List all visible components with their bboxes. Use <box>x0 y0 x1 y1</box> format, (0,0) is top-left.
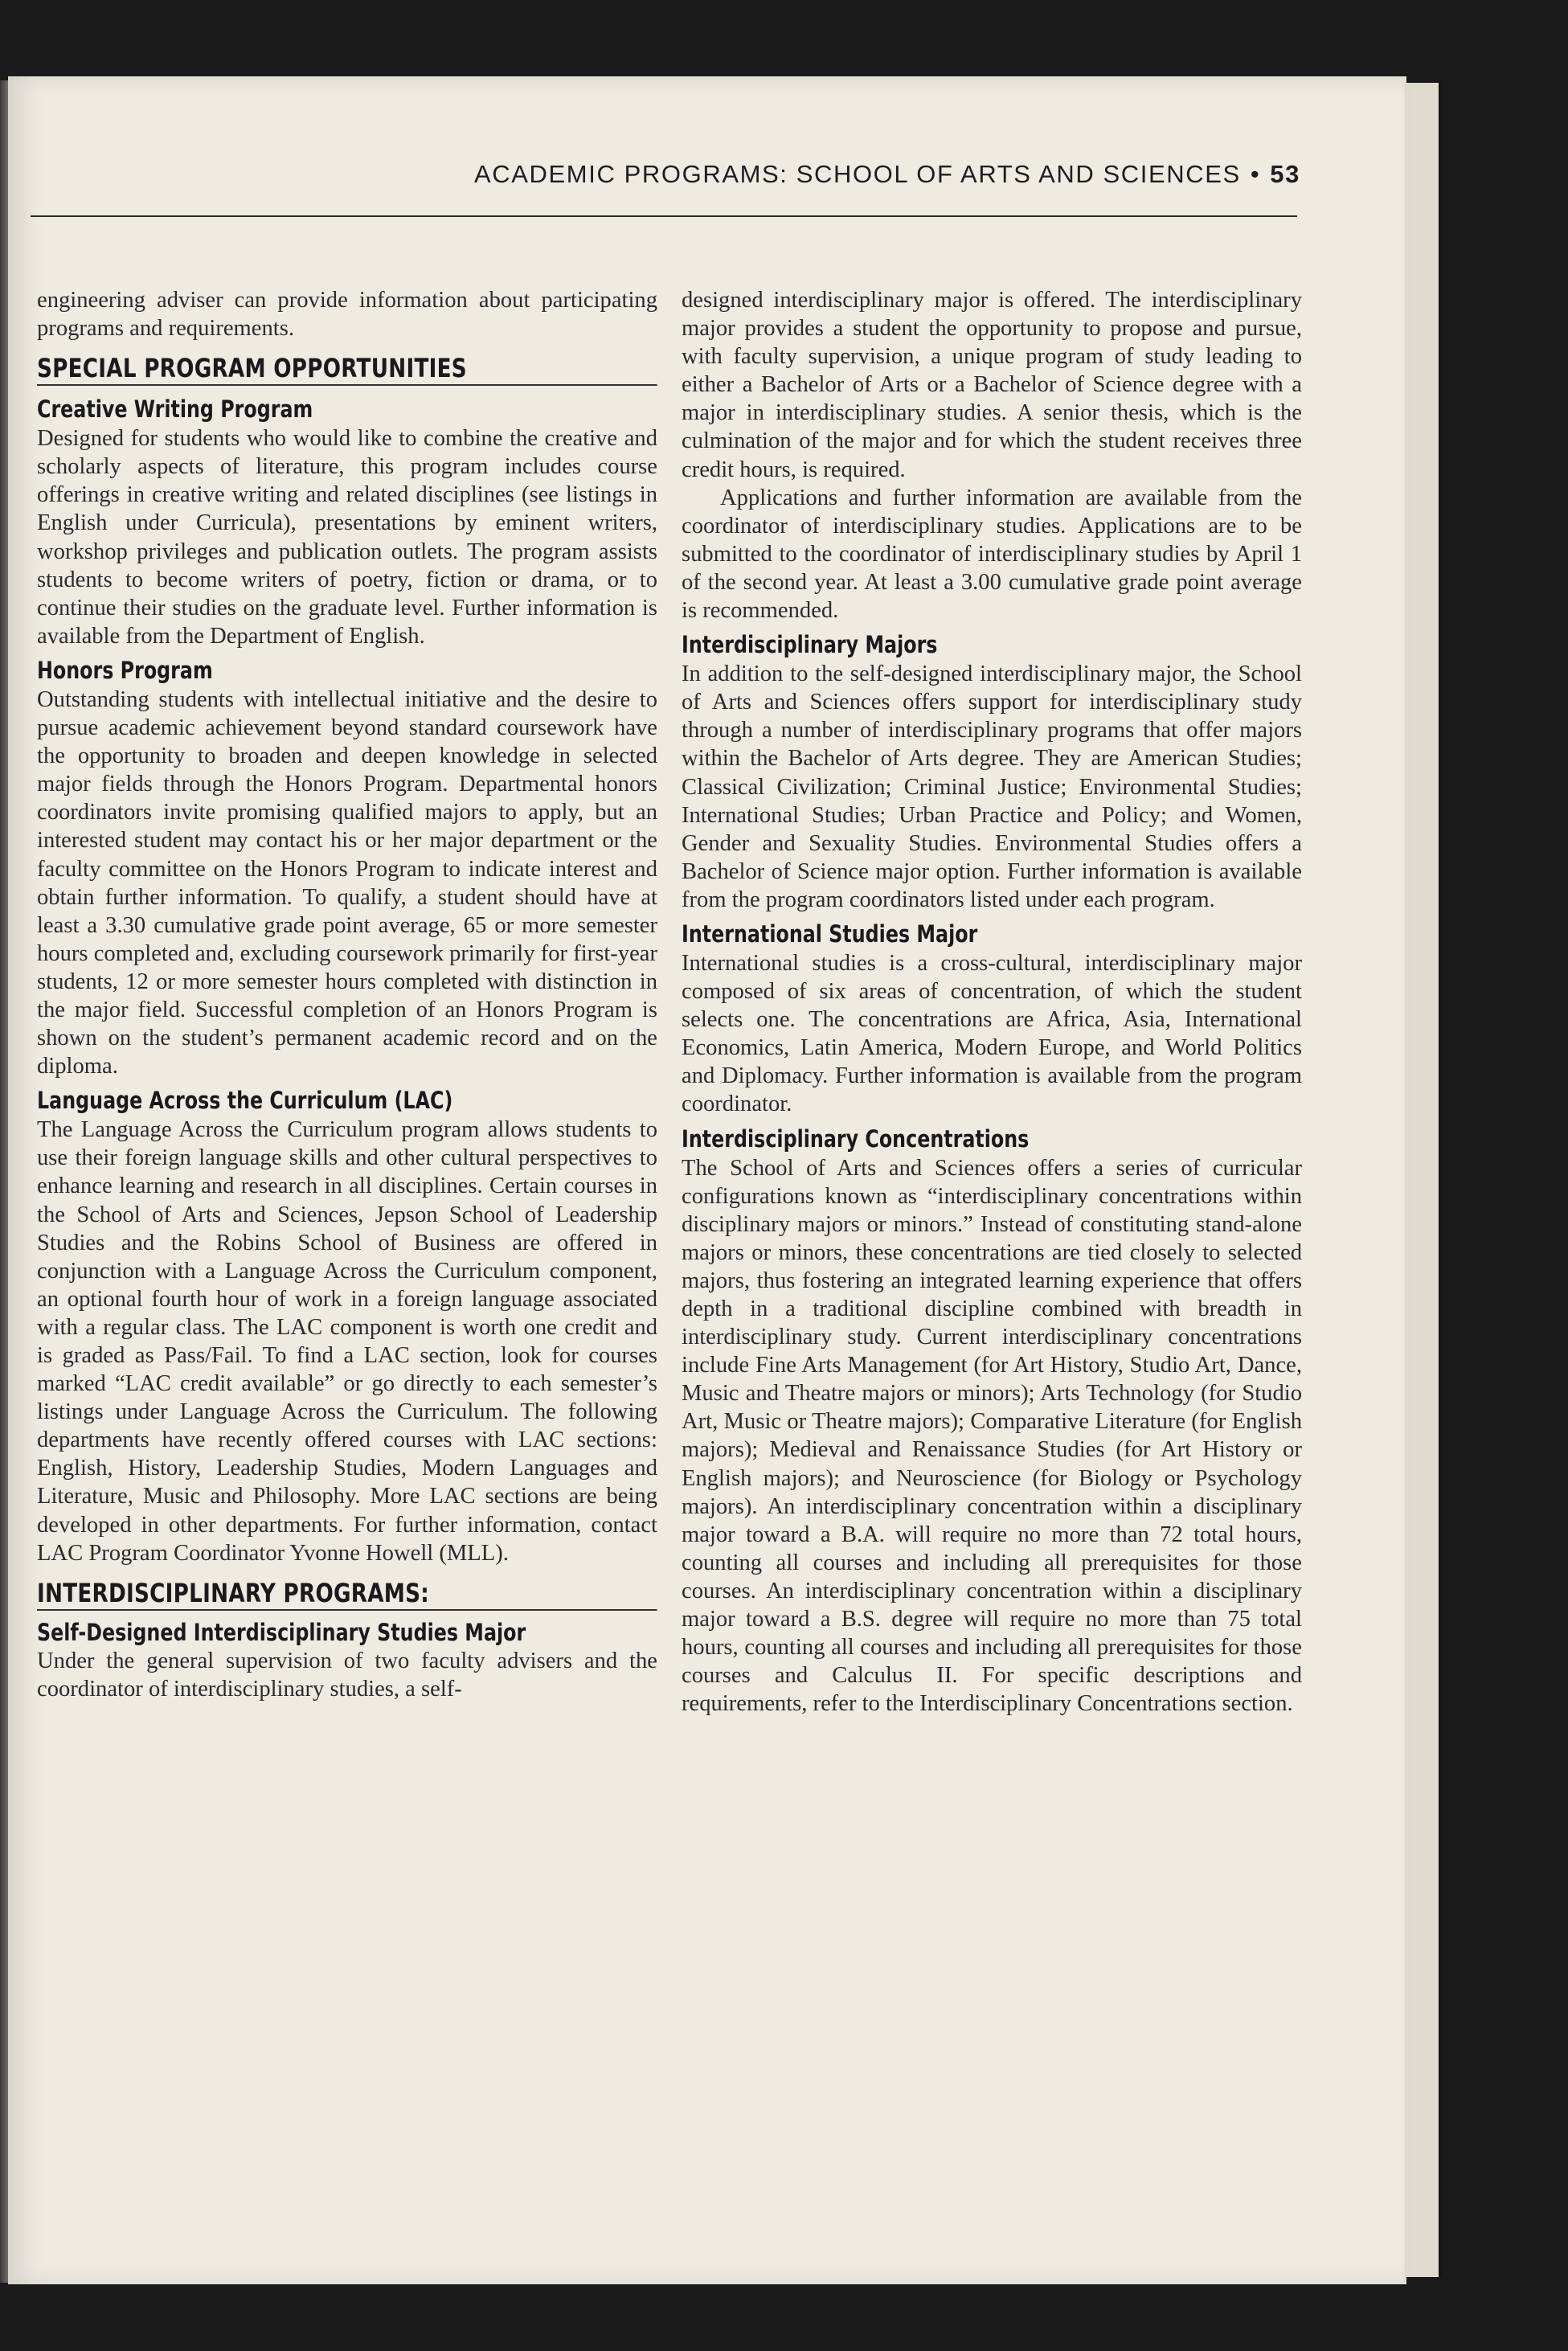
self-designed-heading: Self-Designed Interdisciplinary Studies Major <box>37 1618 526 1646</box>
running-title: ACADEMIC PROGRAMS: SCHOOL OF ARTS AND SCIENCES <box>474 160 1241 188</box>
honors-heading: Honors Program <box>37 656 213 684</box>
special-programs-heading: SPECIAL PROGRAM OPPORTUNITIES <box>37 342 657 386</box>
lac-heading: Language Across the Curriculum (LAC) <box>37 1087 453 1115</box>
interdisciplinary-majors-heading: Interdisciplinary Majors <box>682 631 938 659</box>
running-header <box>474 160 1300 189</box>
lac-paragraph: The Language Across the Curriculum program allows students to use their foreign language skills and other cultural perspectives to enhance learning and research in all disciplines. Certain courses in the School of Arts and Sciences, Jepson School of Leadership Studies and the Robins School of Business are offered in conjunction with a Language Across the Curriculum component, an optional fourth hour of work in a foreign language associated with a regular class. The LAC component is worth one credit and is graded as Pass/Fail. To find a LAC section, look for courses marked “LAC credit available” or go directly to each semester’s listings under Language Across the Curriculum. The following departments have recently offered courses with LAC sections: English, History, Leadership Studies, Modern Languages and Literature, Music and Philosophy. More LAC sections are being developed in other departments. For further information, contact LAC Program Coordinator Yvonne Howell (MLL). <box>37 1117 657 1566</box>
self-designed-paragraph: Under the general supervision of two faculty advisers and the coordinator of interdisciplinary studies, a self- <box>37 1648 657 1702</box>
applications-paragraph: Applications and further information are available from the coordinator of interdisciplinary studies. Applications are to be submitted to the coordinator of interdisciplinary studies by April 1 of the second year. At least a 3.00 cumulative grade point average is recommended. <box>682 485 1302 624</box>
honors-paragraph: Outstanding students with intellectual initiative and the desire to pursue academic achievement beyond standard coursework have the opportunity to broaden and deepen knowledge in selected major fields through the Honors Program. Departmental honors coordinators invite promising qualified majors to apply, but an interested student may contact his or her major department or the faculty committee on the Honors Program to indicate interest and obtain further information. To qualify, a student should have at least a 3.30 cumulative grade point average, 65 or more semester hours completed and, excluding coursework primarily for first-year students, 12 or more semester hours completed with distinction in the major field. Successful completion of an Honors Program is shown on the student’s permanent academic record and on the diploma. <box>37 686 657 1079</box>
international-studies-paragraph: International studies is a cross-cultural, interdisciplinary major composed of six areas of concentration, of which the student selects one. The concentrations are Africa, Asia, International Economics, Latin America, Modern Europe, and World Politics and Diplomacy. Further information is available from the program coordinator. <box>682 950 1302 1117</box>
international-studies-heading: International Studies Major <box>682 920 978 948</box>
left-column <box>37 286 657 1703</box>
header-rule <box>31 215 1297 217</box>
interdisciplinary-majors-paragraph: In addition to the self-designed interdisciplinary major, the School of Arts and Sciences offers support for interdisciplinary study through a number of interdisciplinary programs that offer majors within the Bachelor of Arts degree. They are American Studies; Classical Civilization; Criminal Justice; Environmental Studies; International Studies; Urban Practice and Policy; and Women, Gender and Sexuality Studies. Environmental Studies offers a Bachelor of Science major option. Further information is available from the program coordinators listed under each program. <box>682 661 1302 912</box>
header-bullet: • <box>1250 160 1261 188</box>
interdisciplinary-concentrations-heading: Interdisciplinary Concentrations <box>682 1124 1030 1153</box>
right-column <box>682 286 1302 1718</box>
page-edges <box>1405 83 1439 2277</box>
interdisciplinary-concentrations-paragraph: The School of Arts and Sciences offers a series of curricular configurations known as “interdisciplinary concentrations within disciplinary majors or minors.” Instead of constituting stand-alone majors or minors, these concentrations are tied closely to selected majors, thus fostering an integrated learning experience that offers depth in a traditional discipline combined with breadth in interdisciplinary study. Current interdisciplinary concentrations include Fine Arts Management (for Art History, Studio Art, Dance, Music and Theatre majors or minors); Arts Technology (for Studio Art, Music or Theatre majors); Comparative Literature (for English majors); Medieval and Renaissance Studies (for Art History or English majors); and Neuroscience (for Biology or Psychology majors). An interdisciplinary concentration within a disciplinary major toward a B.A. will require no more than 72 total hours, counting all courses and including all prerequisites for those courses. An interdisciplinary concentration within a disciplinary major toward a B.S. degree will require no more than 75 total hours, counting all courses and including all prerequisites for those courses and Calculus II. For specific descriptions and requirements, refer to the Interdisciplinary Concentrations section. <box>682 1155 1302 1717</box>
creative-writing-paragraph: Designed for students who would like to combine the creative and scholarly aspects of literature, this program includes course offerings in creative writing and related disciplines (see listings in English under Curricula), presentations by eminent writers, workshop privileges and publication outlets. The program assists students to become writers of poetry, fiction or drama, or to continue their studies on the graduate level. Further information is available from the Department of English. <box>37 426 657 649</box>
self-designed-continued-paragraph: designed interdisciplinary major is offered. The interdisciplinary major provides a student the opportunity to propose and pursue, with faculty supervision, a unique program of study leading to either a Bachelor of Arts or a Bachelor of Science degree with a major in interdisciplinary studies. A senior thesis, which is the culmination of the major and for which the student receives three credit hours, is required. <box>682 288 1302 482</box>
page-number: 53 <box>1270 160 1300 188</box>
creative-writing-heading: Creative Writing Program <box>37 395 313 424</box>
intro-paragraph: engineering adviser can provide information about participating programs and requirements. <box>37 288 657 342</box>
interdisciplinary-programs-heading: INTERDISCIPLINARY PROGRAMS: <box>37 1567 657 1611</box>
